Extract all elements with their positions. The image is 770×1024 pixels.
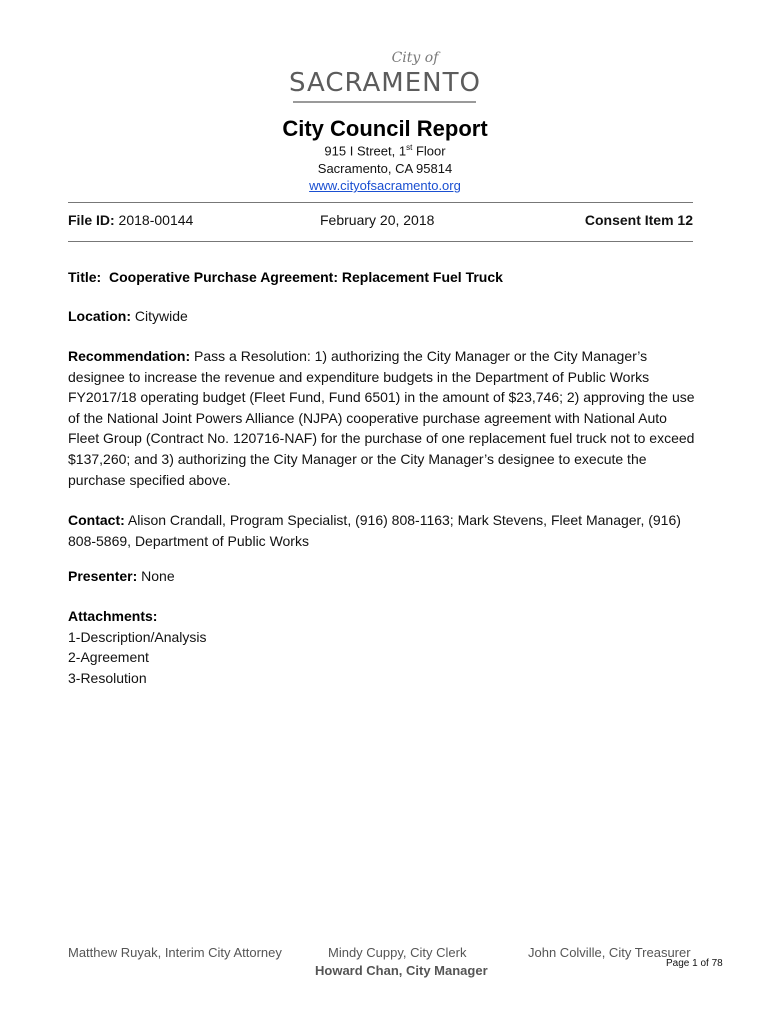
presenter-section xyxy=(68,566,698,587)
file-id xyxy=(68,212,193,228)
report-title: City Council Report xyxy=(282,116,488,141)
footer-city-clerk: Mindy Cuppy, City Clerk xyxy=(328,945,467,960)
header-divider-bottom xyxy=(68,241,693,242)
presenter-value: None xyxy=(137,568,175,584)
website-line xyxy=(0,178,770,193)
page-number: Page 1 of 78 xyxy=(666,958,723,969)
logo-city-of-text: City of xyxy=(391,50,439,66)
report-date: February 20, 2018 xyxy=(320,212,435,228)
footer-city-treasurer: John Colville, City Treasurer xyxy=(528,945,691,960)
presenter-label: Presenter: xyxy=(68,568,138,584)
footer-city-manager: Howard Chan, City Manager xyxy=(315,963,488,978)
file-id-value: 2018-00144 xyxy=(114,212,194,228)
title-section xyxy=(68,267,698,288)
location-label: Location: xyxy=(68,308,131,324)
recommendation-section xyxy=(68,346,698,490)
website-link[interactable]: www.cityofsacramento.org xyxy=(309,178,461,193)
footer-city-attorney: Matthew Ruyak, Interim City Attorney xyxy=(68,945,282,960)
title-label: Title: xyxy=(68,269,102,285)
logo-sacramento-text: SACRAMENTO xyxy=(289,68,481,98)
recommendation-label: Recommendation: xyxy=(68,348,191,364)
attachment-item: 3-Resolution xyxy=(68,669,147,686)
contact-text: Alison Crandall, Program Specialist, (916) 808-1163; Mark Stevens, Fleet Manager, (916) 808-5869, Department of Public Works xyxy=(68,512,681,549)
attachments-section xyxy=(68,606,698,688)
attachment-item: 2-Agreement xyxy=(68,649,149,666)
logo-underline xyxy=(293,101,476,103)
header-divider-top xyxy=(68,202,693,203)
location-value: Citywide xyxy=(131,308,188,324)
address-line-2: Sacramento, CA 95814 xyxy=(317,161,453,176)
recommendation-text: Pass a Resolution: 1) authorizing the City Manager or the City Manager’s designee to increase the revenue and expenditure budgets in the Department of Public Works FY2017/18 operating budget (Fleet Fund, Fund 6501) in the amount of $23,746; 2) approving the use of the National Joint Powers Alliance (NJPA) cooperative purchase agreement with National Auto Fleet Group (Contract No. 120716-NAF) for the purchase of one replacement fuel truck not to exceed $137,260; and 3) authorizing the City Manager or the City Manager’s designee to execute the purchase specified above. xyxy=(68,348,695,488)
title-value: Cooperative Purchase Agreement: Replacement Fuel Truck xyxy=(108,269,503,285)
contact-section xyxy=(68,510,698,551)
contact-label: Contact: xyxy=(68,512,125,528)
address-line-1: 915 I Street, 1st Floor xyxy=(324,143,446,159)
file-id-label: File ID: xyxy=(68,212,115,228)
file-info-row xyxy=(68,212,693,232)
attachments-label: Attachments: xyxy=(68,608,158,624)
city-logo xyxy=(0,50,770,106)
attachment-item: 1-Description/Analysis xyxy=(68,628,207,645)
consent-item: Consent Item 12 xyxy=(584,212,693,228)
location-section xyxy=(68,306,698,327)
